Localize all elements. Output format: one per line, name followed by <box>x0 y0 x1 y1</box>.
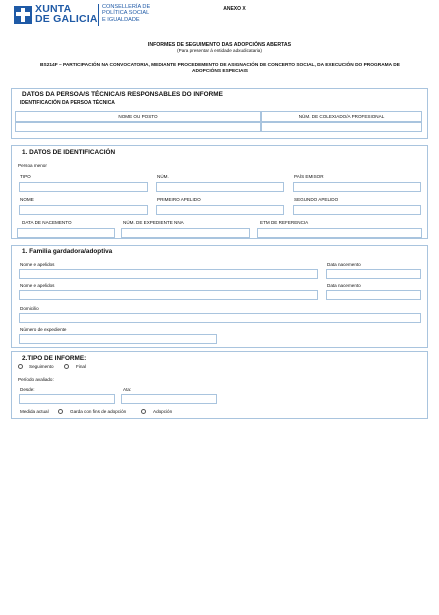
apelido1-input[interactable] <box>156 205 284 215</box>
label-family-expediente: Número de expediente <box>20 327 67 332</box>
annex-label: ANEXO X <box>223 6 246 12</box>
desde-input[interactable] <box>19 394 115 404</box>
logo-cons-line2: POLÍTICA SOCIAL <box>102 10 150 17</box>
minor-subhead: Persoa menor <box>18 163 47 168</box>
nome-input[interactable] <box>19 205 148 215</box>
col-header-name: NOME OU POSTO <box>15 111 261 122</box>
label-nacemento: DATA DE NACEMENTO <box>22 220 72 225</box>
radio-adopcion[interactable] <box>141 409 146 414</box>
label-pais: PAÍS EMISOR <box>294 174 324 179</box>
procedure-line1: BS214F – PARTICIPACIÓN NA CONVOCATORIA, MEDIANTE PROCEDEMENTO DE ASIGNACIÓN DE CONCERTO SOCIAL, DA EXECUCIÓN DO PROGRAMA DE <box>40 63 400 68</box>
label-adopcion: Adopción <box>153 409 173 414</box>
section-identification <box>11 145 428 239</box>
label-apelido1: PRIMEIRO APELIDO <box>157 197 201 202</box>
label-referencia: ETM DE REFERENCIA <box>260 220 309 225</box>
tipo-input[interactable] <box>19 182 148 192</box>
nacemento-input[interactable] <box>17 228 115 238</box>
technician-subtitle: IDENTIFICACIÓN DA PERSOA TÉCNICA <box>20 100 115 106</box>
label-desde: Desde: <box>20 387 35 392</box>
family-name-1-input[interactable] <box>19 269 318 279</box>
label-final: Final <box>76 364 86 369</box>
radio-seguimento[interactable] <box>18 364 23 369</box>
referencia-input[interactable] <box>257 228 422 238</box>
col-header-license: NÚM. DE COLEXIADO/A PROFESIONAL <box>261 111 422 122</box>
label-family-name-2: Nome e apelidos <box>20 283 55 288</box>
section-report-type-title: 2.TIPO DE INFORME: <box>22 355 87 362</box>
family-birth-2-input[interactable] <box>326 290 421 300</box>
section-identification-title: 1. DATOS DE IDENTIFICACIÓN <box>22 149 116 156</box>
label-medida: Medida actual <box>20 409 49 414</box>
family-expediente-input[interactable] <box>19 334 217 344</box>
label-garda: Garda con fins de adopción <box>70 409 127 414</box>
logo-cons-line1: CONSELLERÍA DE <box>102 4 151 10</box>
pais-input[interactable] <box>293 182 421 192</box>
label-family-birth-2: Data nacemento <box>327 283 361 288</box>
label-periodo: Período avaliado: <box>18 377 54 382</box>
technician-name-input[interactable] <box>15 122 261 132</box>
procedure-line2: ADOPCIÓNS ESPECIAIS <box>192 69 248 75</box>
label-tipo: TIPO <box>20 174 31 179</box>
family-birth-1-input[interactable] <box>326 269 421 279</box>
label-family-name-1: Nome e apelidos <box>20 262 55 267</box>
section-family <box>11 245 428 348</box>
label-ata: Ata: <box>123 387 132 392</box>
section-family-title: 1. Familia gardadora/adoptiva <box>22 248 113 255</box>
logo-xunta-line1: XUNTA <box>35 3 72 15</box>
label-num: NÚM. <box>157 174 169 179</box>
procedure-title <box>20 63 420 76</box>
radio-final[interactable] <box>64 364 69 369</box>
label-family-birth-1: Data nacemento <box>327 262 361 267</box>
label-seguimento: Seguimento <box>29 364 54 369</box>
ata-input[interactable] <box>121 394 217 404</box>
section-technician-title: DATOS DA PERSOA/S TÉCNICA/S RESPONSABLES DO INFORME <box>22 91 223 98</box>
document-subtitle: (Para presentar á entidade adxudicataria) <box>177 48 262 53</box>
section-technician <box>11 88 428 139</box>
label-apelido2: SEGUNDO APELIDO <box>294 197 339 202</box>
technician-license-input[interactable] <box>261 122 422 132</box>
document-title: INFORMES DE SEGUIMENTO DAS ADOPCIÓNS ABERTAS <box>147 42 292 48</box>
num-input[interactable] <box>156 182 284 192</box>
logo-xunta-line2: DE GALICIA <box>35 13 98 25</box>
apelido2-input[interactable] <box>293 205 421 215</box>
label-nome: NOME <box>20 197 34 202</box>
radio-garda[interactable] <box>58 409 63 414</box>
domicilio-input[interactable] <box>19 313 421 323</box>
family-name-2-input[interactable] <box>19 290 318 300</box>
expediente-nna-input[interactable] <box>121 228 250 238</box>
label-expediente: NÚM. DE EXPEDIENTE NNA <box>123 220 184 225</box>
logo-cons-line3: E IGUALDADE <box>102 16 140 23</box>
label-domicilio: Domicilio <box>20 306 39 311</box>
section-report-type <box>11 351 428 419</box>
